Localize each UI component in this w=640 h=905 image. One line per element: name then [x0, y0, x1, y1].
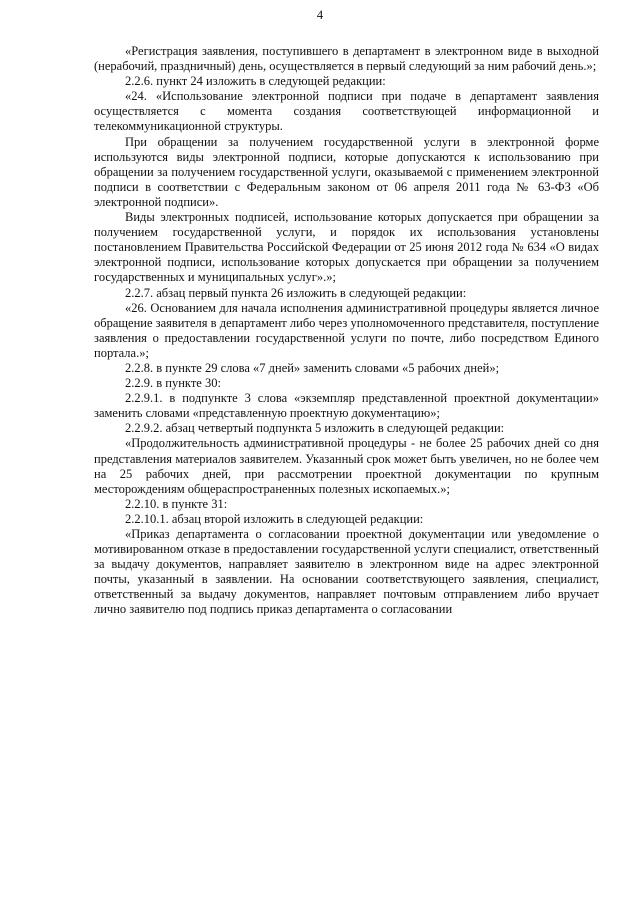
- paragraph-procedure-duration: «Продолжительность административной процедуры - не более 25 рабочих дней со дня представления материалов заявителем. Указанный срок может быть увеличен, но не более чем на 25 рабочих дней, при рассмотрении проектной документации по крупным месторождениям общераспространенных полезных ископаемых.»;: [94, 436, 599, 496]
- paragraph-2-2-9-2: 2.2.9.2. абзац четвертый подпункта 5 изложить в следующей редакции:: [125, 421, 505, 436]
- paragraph-clause-26: «26. Основанием для начала исполнения административной процедуры является личное обращение заявителя в департамент либо через уполномоченного представителя, поступление заявления о предоставлении государственной услуги по почте, либо посредством Единого портала.»;: [94, 300, 599, 360]
- paragraph-2-2-10-1: 2.2.10.1. абзац второй изложить в следующей редакции:: [125, 511, 424, 526]
- paragraph-2-2-9-1: 2.2.9.1. в подпункте 3 слова «экземпляр представленной проектной документации» заменить словами «представленную проектную документацию»;: [94, 391, 599, 421]
- page-number: 4: [316, 8, 324, 22]
- paragraph-clause-24: «24. «Использование электронной подписи при подаче в департамент заявления осуществляется с момента создания соответствующей информационной и телекоммуникационной структуры.: [94, 89, 599, 134]
- paragraph-department-order-approval: «Приказ департамента о согласовании проектной документации или уведомление о мотивированном отказе в предоставлении государственной услуги специалист, ответственный за выдачу документов, направляет заявителю в электронном виде на адрес электронной почты, указанный в заявлении. На основании соответствующего заявления, специалист, ответственный за выдачу документов, направляет почтовым отправлением либо вручает лично заявителю под подпись приказ департамента о согласовании: [94, 527, 599, 617]
- paragraph-2-2-6: 2.2.6. пункт 24 изложить в следующей редакции:: [125, 74, 386, 89]
- paragraph-electronic-signature-types-used: При обращении за получением государственной услуги в электронной форме используются виды электронной подписи, которые допускаются к использованию при обращении за получением государственной услуги, оказываемой с применением электронной подписи в соответствии с Федеральным законом от 06 апреля 2011 года № 63-ФЗ «Об электронной подписи».: [94, 134, 599, 209]
- document-body: [94, 44, 599, 618]
- paragraph-2-2-10: 2.2.10. в пункте 31:: [125, 496, 228, 511]
- paragraph-2-2-8: 2.2.8. в пункте 29 слова «7 дней» заменить словами «5 рабочих дней»;: [125, 360, 500, 375]
- paragraph-2-2-9: 2.2.9. в пункте 30:: [125, 376, 221, 391]
- paragraph-registration-electronic-filing: «Регистрация заявления, поступившего в департамент в электронном виде в выходной (нерабочий, праздничный) день, осуществляется в первый следующий за ним рабочий день.»;: [94, 44, 599, 74]
- paragraph-2-2-7: 2.2.7. абзац первый пункта 26 изложить в следующей редакции:: [125, 285, 467, 300]
- paragraph-electronic-signature-kinds-allowed: Виды электронных подписей, использование которых допускается при обращении за получением государственной услуги, и порядок их использования установлены постановлением Правительства Российской Федерации от 25 июня 2012 года № 634 «О видах электронной подписи, использование которых допускается при обращении за получением государственных и муниципальных услуг».»;: [94, 210, 599, 285]
